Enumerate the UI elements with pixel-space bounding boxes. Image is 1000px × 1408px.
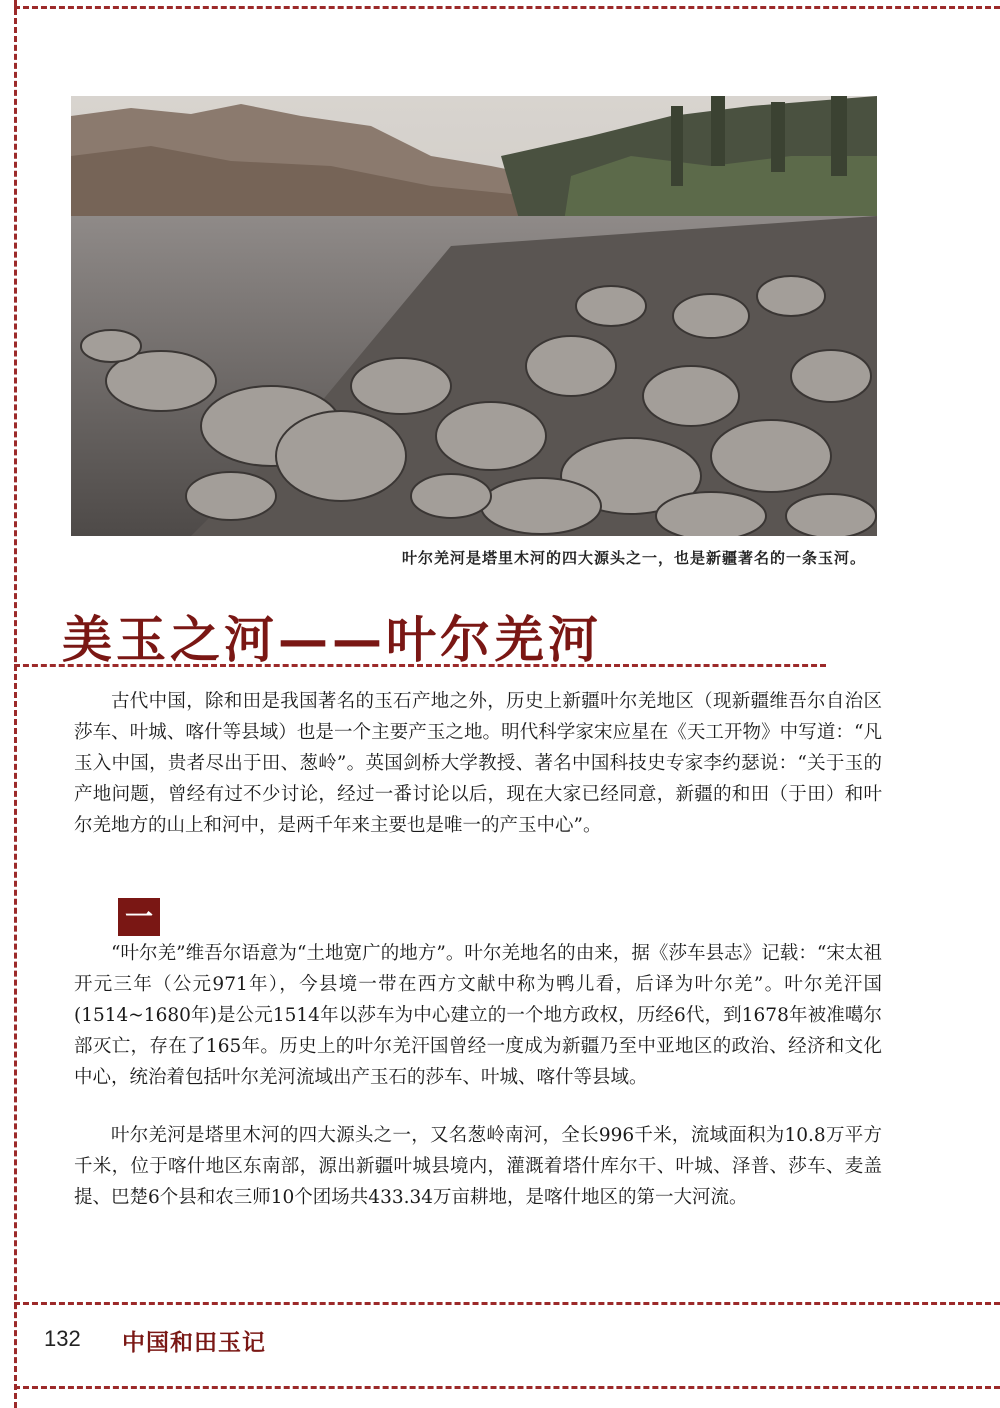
body-paragraph-2: 叶尔羌河是塔里木河的四大源头之一，又名葱岭南河，全长996千米，流域面积为10.8万平方千米，位于喀什地区东南部，源出新疆叶城县境内，灌溉着塔什库尔干、叶城、泽普、莎车、麦盖提、巴楚6个县和农三师10个团场共433.34万亩耕地，是喀什地区的第一大河流。 xyxy=(74,1125,882,1208)
footer-border-bottom xyxy=(14,1386,1000,1389)
subsection-number-badge: 一 xyxy=(118,898,160,936)
book-title: 中国和田玉记 xyxy=(122,1329,266,1356)
intro-paragraph: 古代中国，除和田是我国著名的玉石产地之外，历史上新疆叶尔羌地区（现新疆维吾尔自治区莎车、叶城、喀什等县域）也是一个主要产玉之地。明代科学家宋应星在《天工开物》中写道：“凡玉入中国，贵者尽出于田、葱岭”。英国剑桥大学教授、著名中国科技史专家李约瑟说：“关于玉的产地问题，曾经有过不少讨论，经过一番讨论以后，现在大家已经同意，新疆的和田（于田）和叶尔羌地方的山上和河中，是两千年来主要也是唯一的产玉中心”。 xyxy=(74,691,882,836)
section-title: 美玉之河——叶尔羌河 xyxy=(62,611,602,669)
river-photo xyxy=(71,96,877,536)
title-divider xyxy=(14,664,826,667)
body-paragraph-1: “叶尔羌”维吾尔语意为“土地宽广的地方”。叶尔羌地名的由来，据《莎车县志》记载：“宋太祖开元三年（公元971年），今县境一带在西方文献中称为鸭儿看，后译为叶尔羌”。叶尔羌汗国(1514~1680年)是公元1514年以莎车为中心建立的一个地方政权，历经6代，到1678年被准噶尔部灭亡，存在了165年。历史上的叶尔羌汗国曾经一度成为新疆乃至中亚地区的政治、经济和文化中心，统治着包括叶尔羌河流域出产玉石的莎车、叶城、喀什等县域。 xyxy=(74,943,882,1088)
page-number: 132 xyxy=(44,1326,81,1351)
page-border-top xyxy=(14,6,1000,9)
footer-border-top xyxy=(14,1302,1000,1305)
page-border-left xyxy=(14,0,17,1408)
photo-caption: 叶尔羌河是塔里木河的四大源头之一，也是新疆著名的一条玉河。 xyxy=(401,549,866,567)
